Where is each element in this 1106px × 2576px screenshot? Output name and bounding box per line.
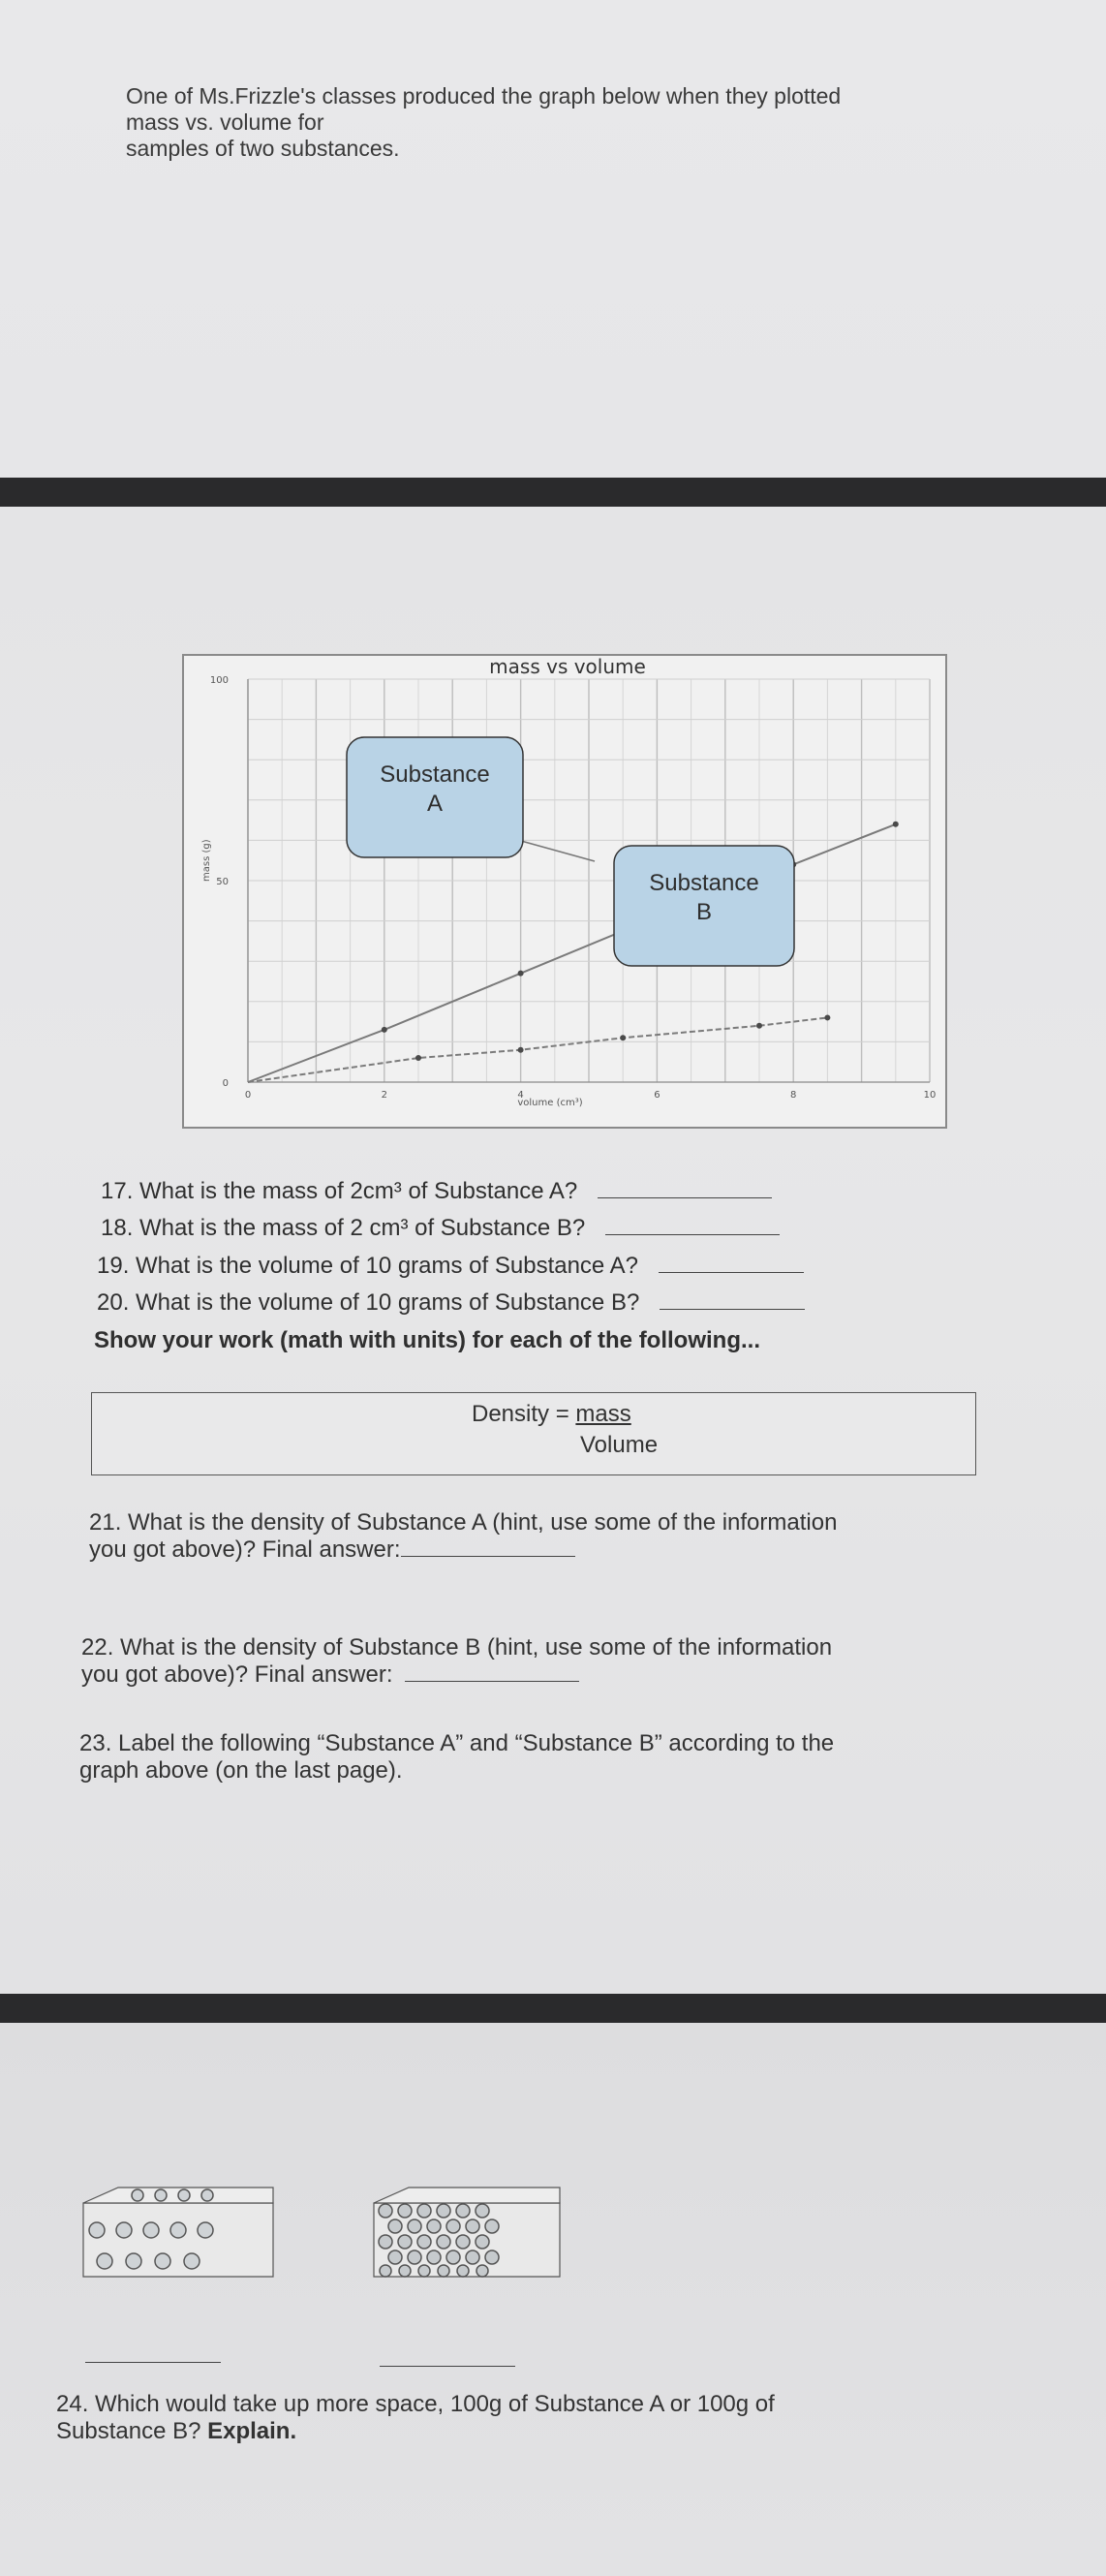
question-20	[97, 1289, 805, 1317]
substance-a-label-line-2: A	[426, 791, 444, 817]
data-point	[518, 971, 524, 977]
data-point	[382, 1027, 387, 1033]
page-separator	[0, 478, 1106, 507]
question-21	[89, 1509, 837, 1564]
answer-blank-22[interactable]	[405, 1680, 579, 1682]
answer-blank-17[interactable]	[598, 1196, 772, 1198]
y-tick-label: 0	[222, 1078, 229, 1089]
density-denominator: Volume	[580, 1432, 659, 1458]
substance-a-label-line-1: Substance	[380, 761, 490, 788]
mass-volume-graph	[182, 654, 947, 1129]
question-23	[79, 1730, 834, 1785]
label-blank-left[interactable]	[85, 2361, 221, 2363]
chart-svg	[184, 656, 945, 1127]
question-19	[97, 1253, 804, 1280]
show-work-instruction: Show your work (math with units) for each of the following...	[94, 1327, 760, 1353]
answer-blank-20[interactable]	[660, 1308, 805, 1310]
density-formula-numerator-line	[472, 1401, 631, 1428]
substance-b-label-line-2: B	[695, 899, 713, 925]
question-23-line-2: graph above (on the last page).	[79, 1757, 403, 1784]
intro-text	[126, 83, 998, 162]
x-tick-label: 2	[381, 1090, 387, 1101]
x-tick-label: 6	[654, 1090, 661, 1101]
intro-line-1: One of Ms.Frizzle's classes produced the graph below when they plotted	[126, 83, 842, 109]
question-18	[101, 1215, 780, 1242]
page-one	[0, 0, 1106, 480]
y-tick-label: 100	[209, 675, 229, 686]
substance-box-dense-icon	[372, 2186, 562, 2282]
question-19-text: 19. What is the volume of 10 grams of Substance A?	[97, 1253, 638, 1279]
data-point	[756, 1023, 762, 1029]
x-axis-label: volume (cm³)	[517, 1098, 583, 1108]
y-tick-label: 50	[216, 877, 229, 887]
y-axis-label: mass (g)	[201, 839, 212, 883]
substance-b-label-line-1: Substance	[649, 870, 759, 896]
intro-line-3: samples of two substances.	[126, 136, 400, 161]
substance-box-sparse-icon	[81, 2186, 275, 2282]
density-numerator: mass	[575, 1401, 631, 1427]
page-three	[0, 2023, 1106, 2576]
question-17-text: 17. What is the mass of 2cm³ of Substance A?	[101, 1178, 578, 1204]
answer-blank-19[interactable]	[659, 1271, 804, 1273]
question-22-line-1: 22. What is the density of Substance B (hint, use some of the information	[81, 1634, 833, 1660]
answer-blank-21[interactable]	[401, 1555, 575, 1557]
question-21-line-2: you got above)? Final answer:	[89, 1536, 837, 1564]
question-17	[101, 1178, 772, 1205]
answer-blank-18[interactable]	[605, 1233, 780, 1235]
series-line-substance-b	[248, 1017, 827, 1082]
x-tick-label: 0	[244, 1090, 252, 1101]
x-tick-label: 10	[923, 1090, 937, 1101]
question-18-text: 18. What is the mass of 2 cm³ of Substance B?	[101, 1215, 586, 1241]
density-label: Density =	[472, 1401, 576, 1427]
explain-label: Explain.	[207, 2418, 297, 2444]
intro-line-2: mass vs. volume for	[126, 109, 324, 135]
data-point	[415, 1055, 421, 1061]
x-tick-label: 4	[517, 1090, 524, 1101]
page-separator-2	[0, 1994, 1106, 2023]
question-21-line-1: 21. What is the density of Substance A (hint, use some of the information	[89, 1509, 838, 1536]
x-tick-label: 8	[790, 1090, 797, 1101]
question-20-text: 20. What is the volume of 10 grams of Substance B?	[97, 1289, 640, 1316]
question-24	[56, 2391, 775, 2445]
question-22-line-2: you got above)? Final answer:	[81, 1661, 832, 1689]
question-23-line-1: 23. Label the following “Substance A” and “Substance B” according to the	[79, 1730, 835, 1756]
question-22	[81, 1634, 832, 1689]
chart-title: mass vs volume	[489, 656, 646, 678]
density-formula-box	[91, 1392, 976, 1475]
data-point	[620, 1035, 626, 1040]
data-point	[893, 822, 899, 827]
data-point	[824, 1014, 830, 1020]
question-24-line-2: Substance B? Explain.	[56, 2418, 297, 2444]
question-24-line-1: 24. Which would take up more space, 100g of Substance A or 100g of	[56, 2391, 775, 2417]
label-blank-right[interactable]	[380, 2365, 515, 2367]
data-point	[518, 1047, 524, 1053]
